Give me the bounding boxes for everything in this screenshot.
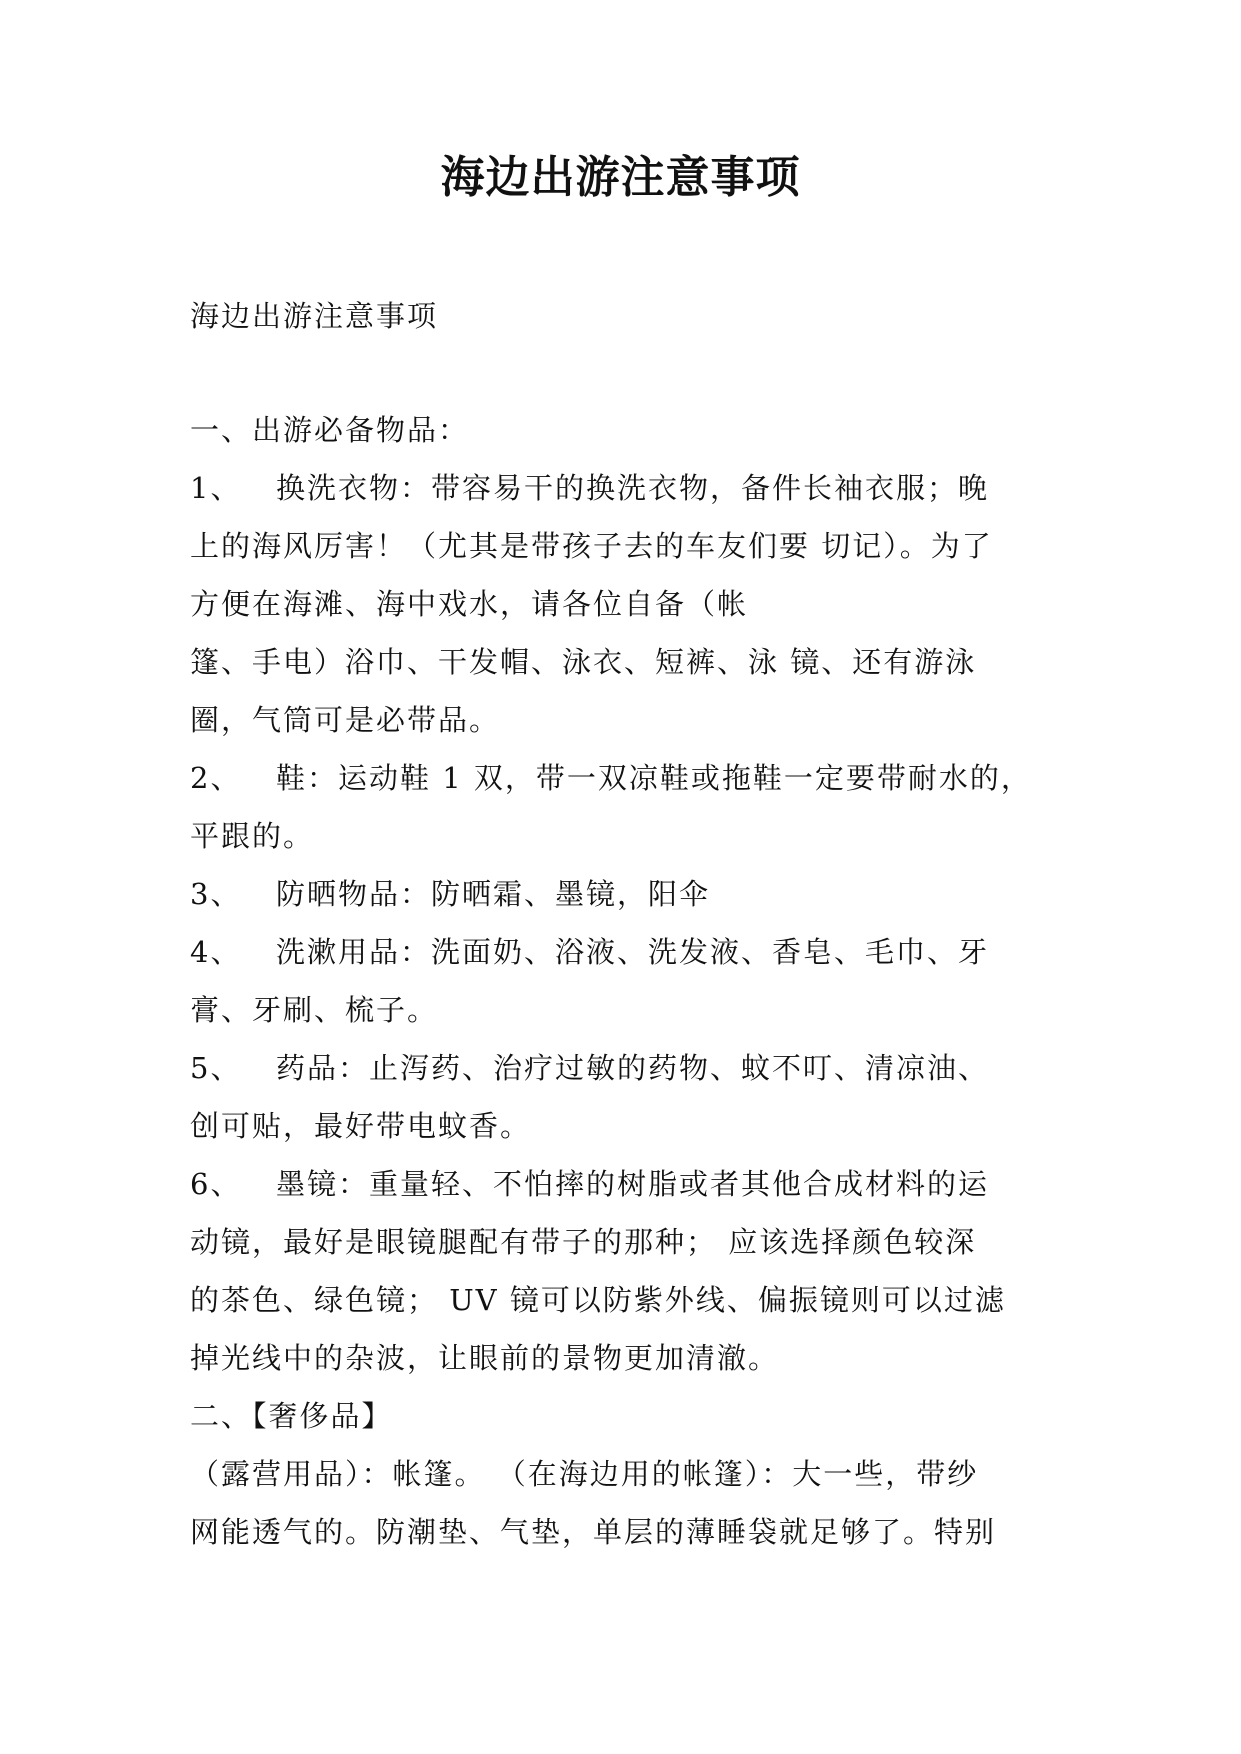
list-item-6-number: 6、 bbox=[190, 1167, 242, 1201]
list-item-1-line-5: 圈，气筒可是必带品。 bbox=[190, 703, 501, 737]
list-item-1-text: 换洗衣物：带容易干的换洗衣物，备件长袖衣服；晚 bbox=[276, 471, 990, 505]
section-2-line-2: 网能透气的。防潮垫、气垫，单层的薄睡袋就足够了。特别 bbox=[190, 1515, 997, 1549]
list-item-5-text: 药品：止泻药、治疗过敏的药物、蚊不叮、清凉油、 bbox=[276, 1051, 990, 1085]
list-item-1-line-1 bbox=[190, 468, 989, 508]
list-item-4-line-1 bbox=[190, 932, 989, 972]
list-item-5-line-1 bbox=[190, 1048, 989, 1088]
list-item-4-number: 4、 bbox=[190, 935, 242, 969]
list-item-2-number: 2、 bbox=[190, 761, 242, 795]
list-item-4-text: 洗漱用品：洗面奶、浴液、洗发液、香皂、毛巾、牙 bbox=[276, 935, 990, 969]
list-item-2-line-2: 平跟的。 bbox=[190, 819, 315, 853]
list-item-5-line-2: 创可贴，最好带电蚊香。 bbox=[190, 1109, 532, 1143]
list-item-3-text: 防晒物品：防晒霜、墨镜，阳伞 bbox=[276, 877, 711, 911]
list-item-3-line-1 bbox=[190, 874, 710, 914]
list-item-1-number: 1、 bbox=[190, 471, 242, 505]
document-title: 海边出游注意事项 bbox=[440, 152, 801, 203]
list-item-6-line-4: 掉光线中的杂波，让眼前的景物更加清澈。 bbox=[190, 1341, 780, 1375]
section-2-line-1: （露营用品）：帐篷。 （在海边用的帐篷）：大一些，带纱 bbox=[190, 1457, 979, 1491]
list-item-2-line-1 bbox=[190, 758, 1032, 798]
section-2-heading: 二、【奢侈品】 bbox=[190, 1399, 393, 1433]
list-item-1-line-2: 上的海风厉害！（尤其是带孩子去的车友们要 切记）。为了 bbox=[190, 529, 993, 563]
list-item-5-number: 5、 bbox=[190, 1051, 242, 1085]
list-item-1-line-3: 方便在海滩、海中戏水，请各位自备（帐 bbox=[190, 587, 749, 621]
list-item-4-line-2: 膏、牙刷、梳子。 bbox=[190, 993, 439, 1027]
list-item-6-line-3: 的茶色、绿色镜； UV 镜可以防紫外线、偏振镜则可以过滤 bbox=[190, 1283, 1006, 1317]
list-item-6-line-1 bbox=[190, 1164, 989, 1204]
list-item-6-line-2: 动镜，最好是眼镜腿配有带子的那种； 应该选择颜色较深 bbox=[190, 1225, 977, 1259]
list-item-2-text: 鞋：运动鞋 1 双，带一双凉鞋或拖鞋一定要带耐水的， bbox=[276, 761, 1032, 795]
document-subtitle: 海边出游注意事项 bbox=[190, 299, 439, 333]
list-item-1-line-4: 篷、手电）浴巾、干发帽、泳衣、短裤、泳 镜、还有游泳 bbox=[190, 645, 977, 679]
list-item-6-text: 墨镜：重量轻、不怕摔的树脂或者其他合成材料的运 bbox=[276, 1167, 990, 1201]
list-item-3-number: 3、 bbox=[190, 877, 242, 911]
section-1-heading: 一、出游必备物品： bbox=[190, 413, 470, 447]
